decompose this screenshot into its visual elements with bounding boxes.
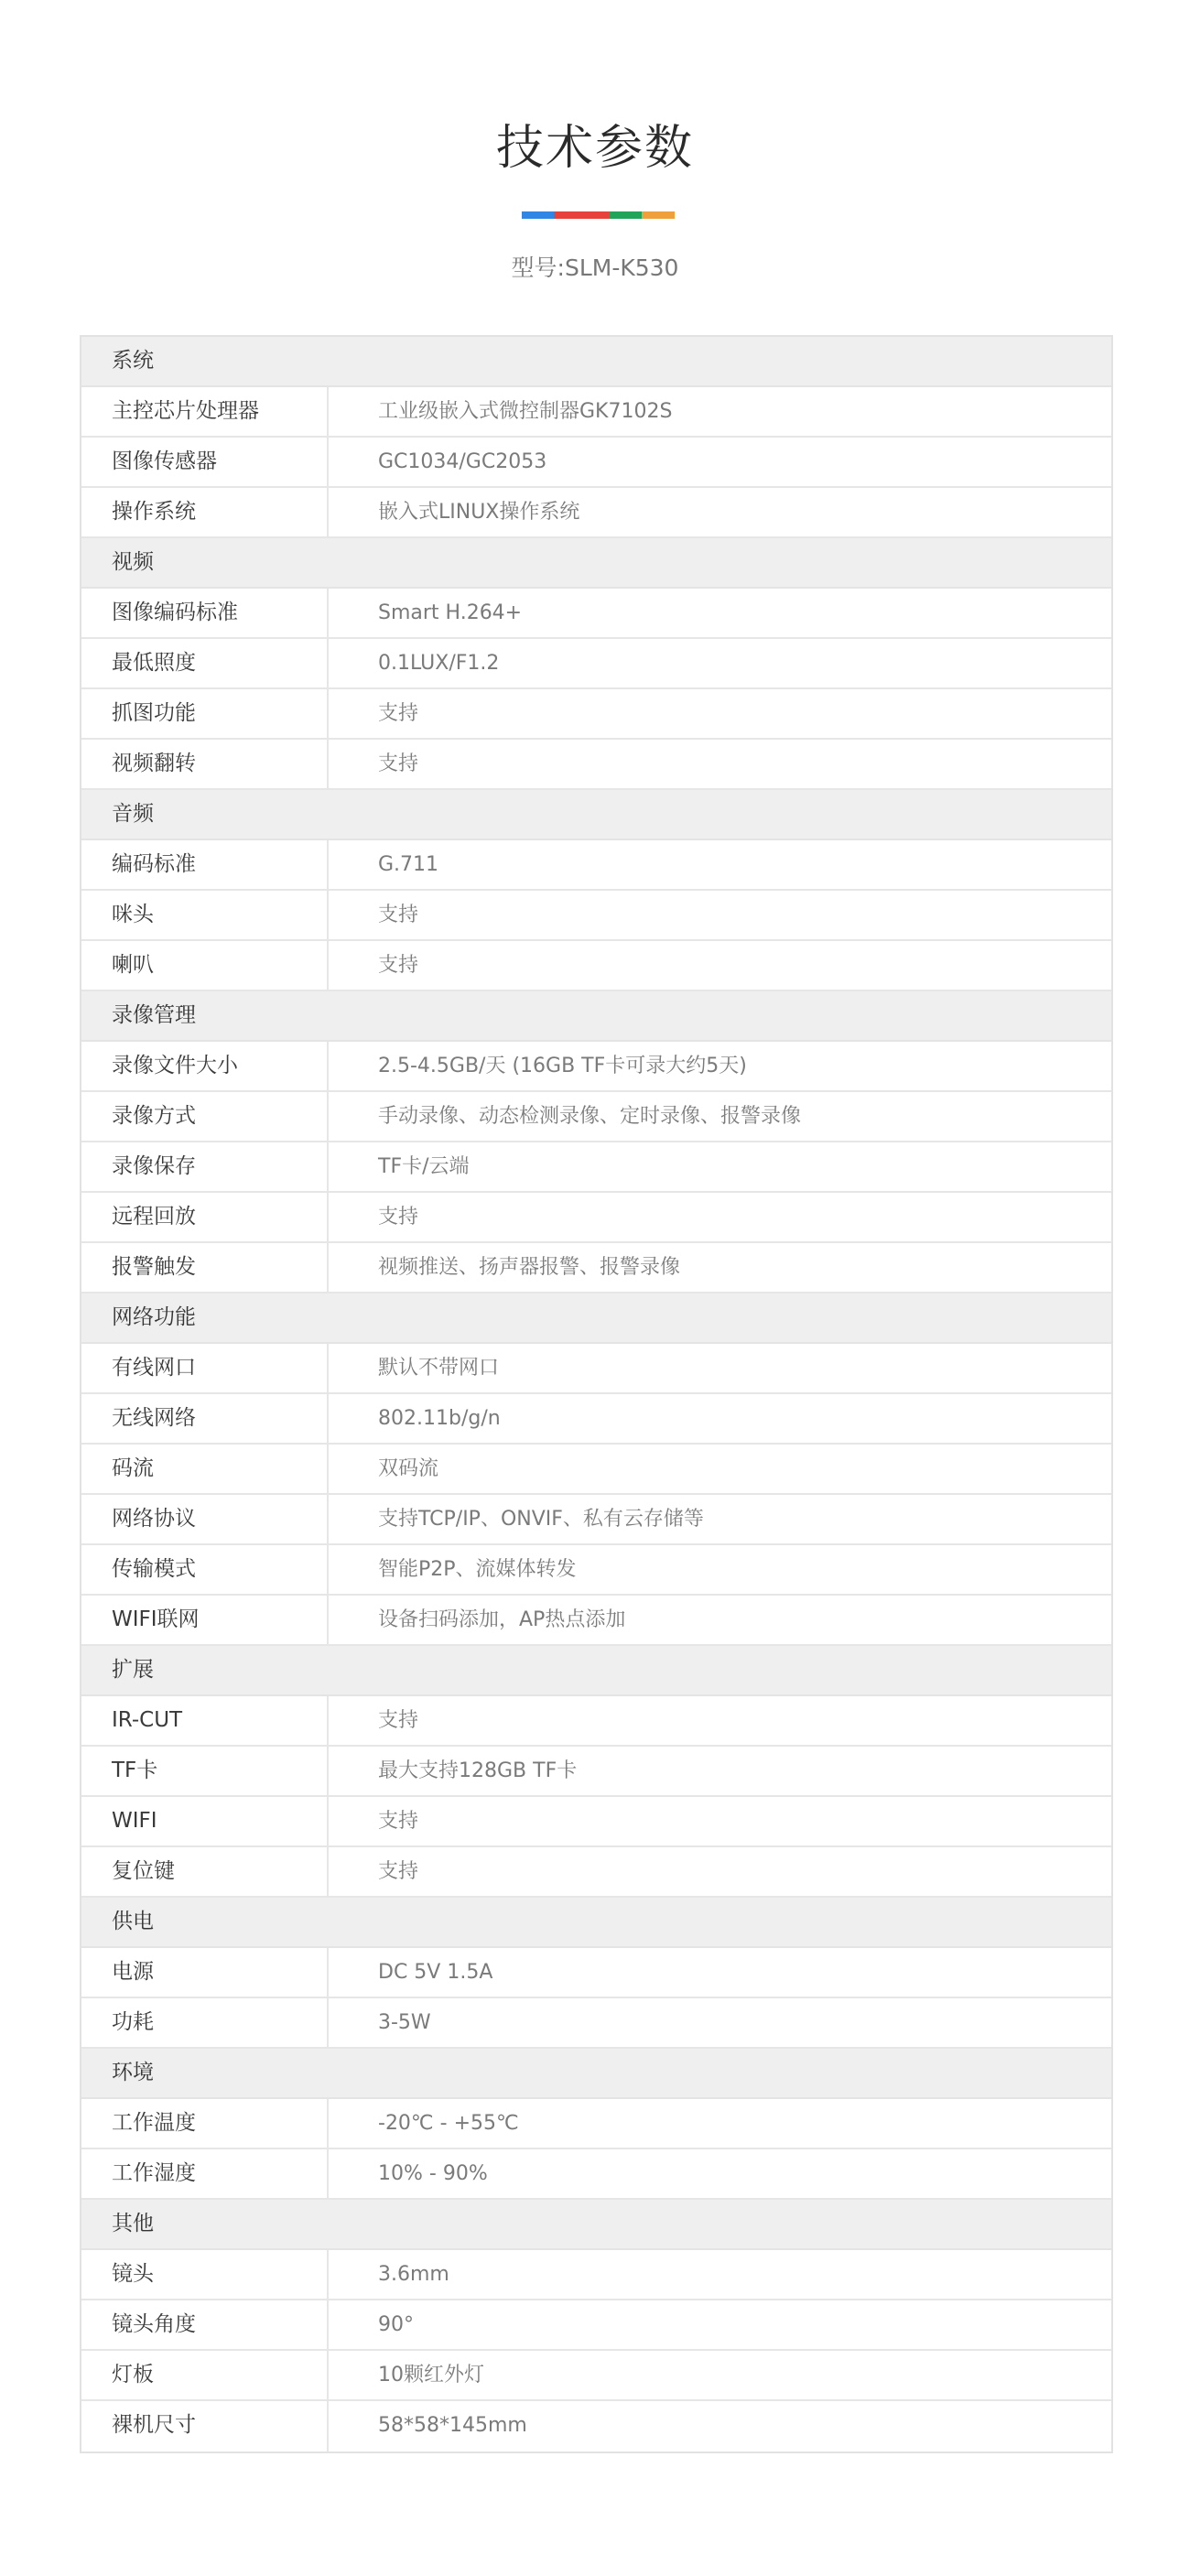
spec-row: [81, 1142, 1111, 1193]
spec-row: [81, 1042, 1111, 1092]
spec-row: [81, 2250, 1111, 2300]
spec-row: [81, 891, 1111, 941]
spec-key: 有线网口: [81, 1344, 329, 1392]
spec-key: 电源: [81, 1948, 329, 1997]
spec-row: [81, 1797, 1111, 1847]
spec-value: 支持: [378, 1860, 419, 1883]
spec-row: [81, 1243, 1111, 1293]
spec-key: 灯板: [81, 2351, 329, 2399]
spec-key: 录像文件大小: [81, 1042, 329, 1090]
spec-key: 视频翻转: [81, 740, 329, 788]
accent-segment-orange: [642, 211, 675, 219]
spec-value: 工业级嵌入式微控制器GK7102S: [378, 400, 673, 423]
spec-value: 支持TCP/IP、ONVIF、私有云存储等: [378, 1508, 704, 1531]
accent-segment-blue: [522, 211, 554, 219]
spec-key: WIFI: [81, 1797, 329, 1845]
section-header: 网络功能: [81, 1293, 1111, 1344]
spec-row: [81, 740, 1111, 790]
section-header: 扩展: [81, 1646, 1111, 1696]
section-header: 供电: [81, 1898, 1111, 1948]
section-header: 系统: [81, 337, 1111, 387]
spec-value: 3.6mm: [378, 2263, 449, 2286]
spec-value: 0.1LUX/F1.2: [378, 652, 500, 675]
spec-key: WIFI联网: [81, 1596, 329, 1644]
spec-key: 最低照度: [81, 639, 329, 687]
spec-value: 10颗红外灯: [378, 2364, 484, 2387]
spec-row: [81, 1948, 1111, 1998]
spec-row: [81, 1092, 1111, 1142]
spec-key: 传输模式: [81, 1545, 329, 1594]
title-accent-bar: [522, 211, 675, 219]
section-header: 其他: [81, 2200, 1111, 2250]
spec-row: [81, 2351, 1111, 2401]
spec-value: 嵌入式LINUX操作系统: [378, 501, 580, 524]
spec-value: 支持: [378, 1709, 419, 1732]
spec-row: [81, 941, 1111, 991]
spec-value: 58*58*145mm: [378, 2414, 527, 2437]
spec-key: 镜头角度: [81, 2300, 329, 2349]
spec-value: -20℃ - +55℃: [378, 2112, 519, 2135]
spec-row: [81, 2149, 1111, 2200]
spec-key: 操作系统: [81, 488, 329, 536]
accent-segment-red: [554, 211, 609, 219]
spec-row: [81, 840, 1111, 891]
spec-value: 支持: [378, 702, 419, 725]
spec-row: [81, 639, 1111, 689]
spec-value: 支持: [378, 954, 419, 977]
spec-row: [81, 1445, 1111, 1495]
spec-value: 手动录像、动态检测录像、定时录像、报警录像: [378, 1105, 802, 1128]
spec-key: 无线网络: [81, 1394, 329, 1443]
spec-key: 复位键: [81, 1847, 329, 1896]
spec-key: 报警触发: [81, 1243, 329, 1292]
spec-row: [81, 1394, 1111, 1445]
spec-row: [81, 589, 1111, 639]
spec-value: Smart H.264+: [378, 601, 523, 624]
spec-value: 802.11b/g/n: [378, 1407, 501, 1430]
spec-key: IR-CUT: [81, 1696, 329, 1745]
spec-row: [81, 438, 1111, 488]
spec-row: [81, 1747, 1111, 1797]
spec-key: 抓图功能: [81, 689, 329, 738]
spec-row: [81, 1696, 1111, 1747]
spec-row: [81, 1998, 1111, 2049]
spec-key: 镜头: [81, 2250, 329, 2299]
spec-value: 支持: [378, 1810, 419, 1833]
spec-value: 双码流: [378, 1457, 439, 1480]
spec-key: 图像传感器: [81, 438, 329, 486]
spec-value: 90°: [378, 2313, 414, 2336]
spec-key: 编码标准: [81, 840, 329, 889]
spec-value: 支持: [378, 1206, 419, 1228]
section-header: 录像管理: [81, 991, 1111, 1042]
spec-value: GC1034/GC2053: [378, 450, 547, 473]
spec-key: 功耗: [81, 1998, 329, 2047]
spec-key: 录像方式: [81, 1092, 329, 1141]
spec-row: [81, 1847, 1111, 1898]
spec-row: [81, 2300, 1111, 2351]
spec-value: 支持: [378, 752, 419, 775]
spec-row: [81, 1596, 1111, 1646]
spec-value: 10% - 90%: [378, 2162, 488, 2185]
spec-row: [81, 689, 1111, 740]
spec-value: 支持: [378, 904, 419, 926]
spec-row: [81, 1193, 1111, 1243]
page-title: 技术参数: [495, 121, 694, 176]
spec-table: [80, 335, 1113, 2453]
spec-row: [81, 2099, 1111, 2149]
spec-key: 咪头: [81, 891, 329, 939]
spec-key: 录像保存: [81, 1142, 329, 1191]
spec-value: TF卡/云端: [378, 1155, 470, 1178]
spec-key: 图像编码标准: [81, 589, 329, 637]
spec-value: 最大支持128GB TF卡: [378, 1759, 578, 1782]
spec-key: 裸机尺寸: [81, 2401, 329, 2452]
spec-row: [81, 488, 1111, 538]
spec-value: 3-5W: [378, 2011, 431, 2034]
spec-key: 工作湿度: [81, 2149, 329, 2198]
model-number: 型号:SLM-K530: [511, 254, 679, 281]
spec-key: 主控芯片处理器: [81, 387, 329, 436]
section-header: 视频: [81, 538, 1111, 589]
spec-key: 工作温度: [81, 2099, 329, 2148]
spec-key: 网络协议: [81, 1495, 329, 1543]
spec-value: 智能P2P、流媒体转发: [378, 1558, 577, 1581]
section-header: 环境: [81, 2049, 1111, 2099]
spec-value: 设备扫码添加，AP热点添加: [378, 1608, 626, 1631]
accent-segment-green: [609, 211, 642, 219]
spec-value: G.711: [378, 853, 439, 876]
spec-row: [81, 1344, 1111, 1394]
section-header: 音频: [81, 790, 1111, 840]
spec-row: [81, 1495, 1111, 1545]
spec-key: TF卡: [81, 1747, 329, 1795]
spec-value: 默认不带网口: [378, 1357, 500, 1380]
spec-key: 码流: [81, 1445, 329, 1493]
spec-key: 远程回放: [81, 1193, 329, 1241]
spec-row: [81, 2401, 1111, 2452]
spec-key: 喇叭: [81, 941, 329, 990]
spec-row: [81, 387, 1111, 438]
spec-value: 2.5-4.5GB/天 (16GB TF卡可录大约5天): [378, 1055, 747, 1077]
spec-value: DC 5V 1.5A: [378, 1961, 493, 1984]
spec-value: 视频推送、扬声器报警、报警录像: [378, 1256, 681, 1279]
spec-row: [81, 1545, 1111, 1596]
